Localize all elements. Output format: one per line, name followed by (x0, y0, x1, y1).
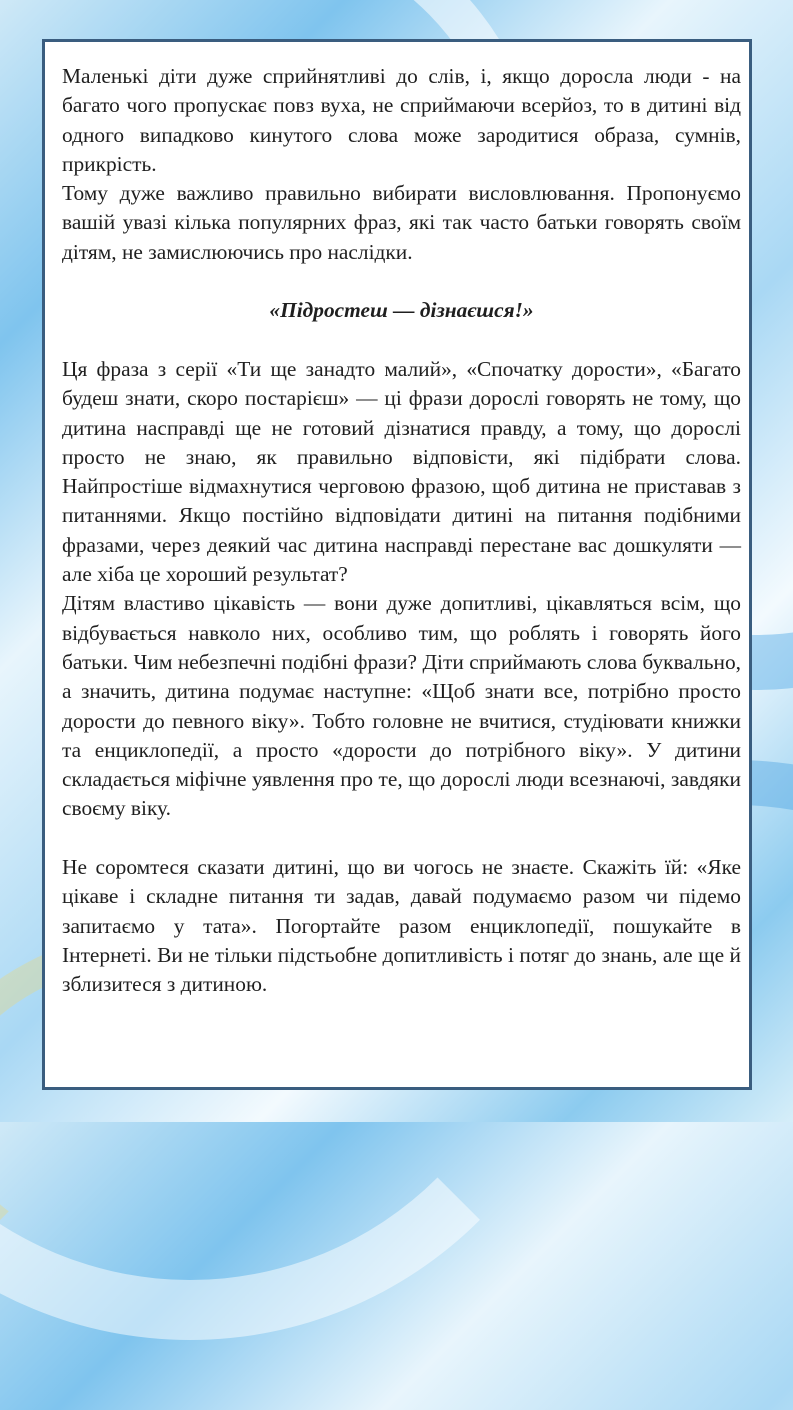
closing-paragraph: Не соромтеся сказати дитині, що ви чогось не знаєте. Скажіть їй: «Яке цікаве і складне питання ти задав, давай подумаємо разом чи підемо запитаємо у тата». Погортайте разом енциклопедії, пошукайте в Інтернеті. Ви не тільки підстьобне допитливість і потяг до знань, але ще й зблизитеся з дитиною. (62, 855, 741, 997)
spacer (62, 326, 741, 355)
section-paragraph-2: Дітям властиво цікавість — вони дуже допитливі, цікавляться всім, що відбувається навколо них, особливо тим, що роблять і говорять його батьки. Чим небезпечні подібні фрази? Діти сприймають слова буквально, а значить, дитина подумає наступне: «Щоб знати все, потрібно просто дорости до певного віку». Тобто головне не вчитися, студіювати книжки та енциклопедії, а просто «дорости до потрібного віку». У дитини складається міфічне уявлення про те, що дорослі люди всезнаючі, завдяки своєму віку. (62, 591, 741, 821)
section-paragraph-1: Ця фраза з серії «Ти ще занадто малий», «Спочатку дорости», «Багато будеш знати, скоро постарієш» — ці фрази дорослі говорять не тому, що дитина насправді ще не готовий дізнатися правду, а тому, що дорослі просто не знаю, як правильно відповісти, які підібрати слова. Найпростіше відмахнутися черговою фразою, щоб дитина не приставав з питаннями. Якщо постійно відповідати дитині на питання подібними фразами, через деякий час дитина насправді перестане вас дошкуляти — але хіба це хороший результат? (62, 356, 741, 587)
spacer (62, 824, 741, 853)
spacer (62, 267, 741, 296)
intro-paragraph-1: Маленькі діти дуже сприйнятливі до слів, і, якщо доросла люди - на багато чого пропускає повз вуха, не сприймаючи всерйоз, то в дитині від одного випадково кинутого слова може зародитися образа, сумнів, прикрість. (62, 64, 741, 176)
section-heading: «Підростеш — дізнаєшся!» (269, 298, 534, 323)
intro-paragraph-2: Тому дуже важливо правильно вибирати висловлювання. Пропонуємо вашій увазі кілька популярних фраз, які так часто батьки говорять своїм дітям, не замислюючись про наслідки. (62, 181, 741, 264)
document-page (42, 39, 752, 1090)
